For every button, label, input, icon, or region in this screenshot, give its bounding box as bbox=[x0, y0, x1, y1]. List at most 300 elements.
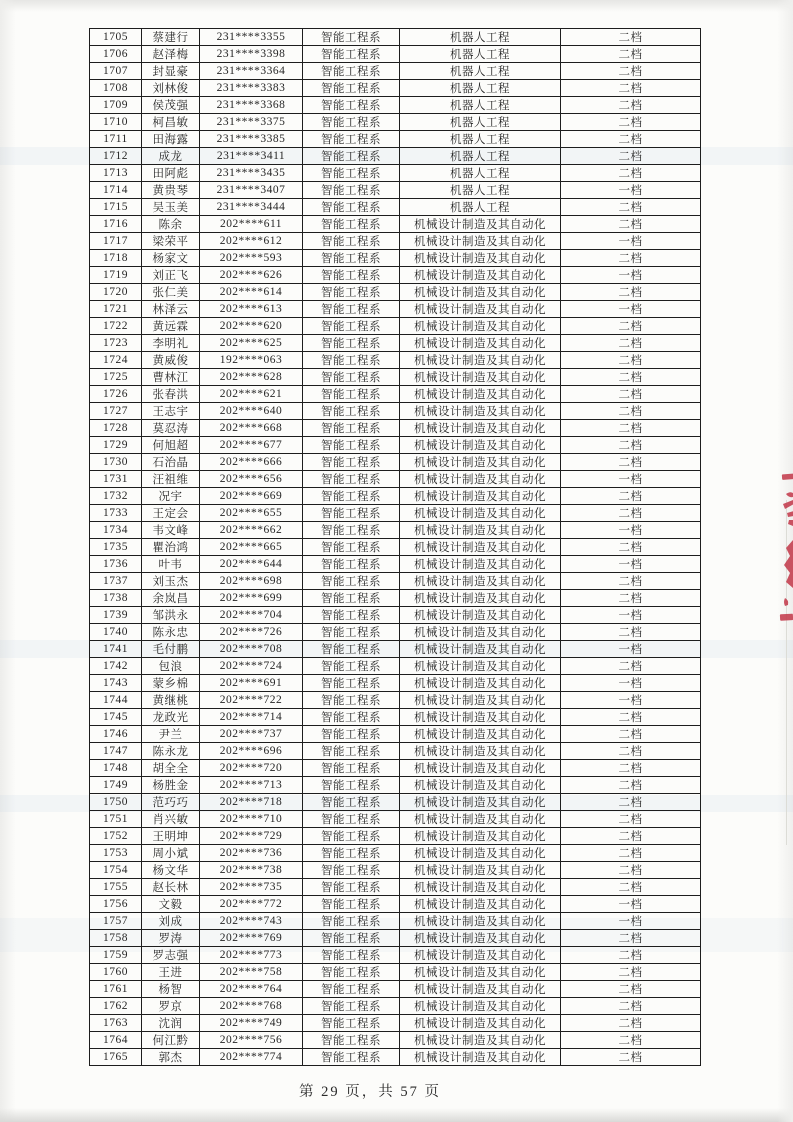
cell-student-id: 231****3355 bbox=[200, 29, 303, 46]
cell-tier: 一档 bbox=[561, 913, 701, 930]
cell-name: 罗涛 bbox=[142, 930, 200, 947]
cell-department: 智能工程系 bbox=[303, 148, 400, 165]
page-fold-line bbox=[786, 500, 787, 845]
cell-name: 石治晶 bbox=[142, 454, 200, 471]
cell-department: 智能工程系 bbox=[303, 777, 400, 794]
cell-department: 智能工程系 bbox=[303, 573, 400, 590]
cell-major: 机械设计制造及其自动化 bbox=[400, 709, 561, 726]
cell-student-id: 202****699 bbox=[200, 590, 303, 607]
cell-tier: 二档 bbox=[561, 199, 701, 216]
cell-student-id: 231****3398 bbox=[200, 46, 303, 63]
cell-major: 机械设计制造及其自动化 bbox=[400, 760, 561, 777]
cell-major: 机械设计制造及其自动化 bbox=[400, 1015, 561, 1032]
cell-tier: 二档 bbox=[561, 63, 701, 80]
cell-tier: 二档 bbox=[561, 930, 701, 947]
cell-major: 机械设计制造及其自动化 bbox=[400, 777, 561, 794]
table-row bbox=[90, 811, 701, 828]
cell-student-id: 231****3435 bbox=[200, 165, 303, 182]
table-row bbox=[90, 233, 701, 250]
cell-department: 智能工程系 bbox=[303, 930, 400, 947]
cell-tier: 二档 bbox=[561, 46, 701, 63]
cell-name: 赵泽梅 bbox=[142, 46, 200, 63]
cell-department: 智能工程系 bbox=[303, 437, 400, 454]
cell-department: 智能工程系 bbox=[303, 318, 400, 335]
cell-serial: 1738 bbox=[90, 590, 142, 607]
table-row bbox=[90, 216, 701, 233]
cell-student-id: 202****764 bbox=[200, 981, 303, 998]
cell-major: 机械设计制造及其自动化 bbox=[400, 471, 561, 488]
cell-tier: 二档 bbox=[561, 131, 701, 148]
cell-name: 罗京 bbox=[142, 998, 200, 1015]
cell-name: 刘成 bbox=[142, 913, 200, 930]
table-row bbox=[90, 624, 701, 641]
cell-major: 机械设计制造及其自动化 bbox=[400, 216, 561, 233]
cell-name: 田阿彪 bbox=[142, 165, 200, 182]
cell-tier: 一档 bbox=[561, 522, 701, 539]
cell-major: 机械设计制造及其自动化 bbox=[400, 981, 561, 998]
cell-student-id: 202****726 bbox=[200, 624, 303, 641]
cell-department: 智能工程系 bbox=[303, 726, 400, 743]
cell-department: 智能工程系 bbox=[303, 998, 400, 1015]
cell-tier: 二档 bbox=[561, 998, 701, 1015]
table-row bbox=[90, 386, 701, 403]
cell-major: 机械设计制造及其自动化 bbox=[400, 1032, 561, 1049]
cell-tier: 二档 bbox=[561, 760, 701, 777]
cell-major: 机器人工程 bbox=[400, 46, 561, 63]
cell-serial: 1753 bbox=[90, 845, 142, 862]
cell-serial: 1706 bbox=[90, 46, 142, 63]
cell-serial: 1746 bbox=[90, 726, 142, 743]
cell-name: 胡全全 bbox=[142, 760, 200, 777]
cell-serial: 1755 bbox=[90, 879, 142, 896]
cell-name: 陈永忠 bbox=[142, 624, 200, 641]
cell-serial: 1744 bbox=[90, 692, 142, 709]
cell-department: 智能工程系 bbox=[303, 862, 400, 879]
cell-student-id: 202****708 bbox=[200, 641, 303, 658]
cell-department: 智能工程系 bbox=[303, 522, 400, 539]
page-edge-shadow-bottom bbox=[0, 1108, 793, 1122]
cell-student-id: 202****720 bbox=[200, 760, 303, 777]
cell-serial: 1726 bbox=[90, 386, 142, 403]
cell-serial: 1713 bbox=[90, 165, 142, 182]
table-row bbox=[90, 131, 701, 148]
table-row bbox=[90, 607, 701, 624]
cell-name: 吴玉美 bbox=[142, 199, 200, 216]
cell-student-id: 202****668 bbox=[200, 420, 303, 437]
cell-student-id: 202****620 bbox=[200, 318, 303, 335]
page-edge-shadow-left bbox=[0, 0, 16, 1122]
cell-student-id: 202****718 bbox=[200, 794, 303, 811]
cell-major: 机械设计制造及其自动化 bbox=[400, 437, 561, 454]
table-row bbox=[90, 573, 701, 590]
cell-department: 智能工程系 bbox=[303, 641, 400, 658]
table-row bbox=[90, 964, 701, 981]
cell-tier: 二档 bbox=[561, 420, 701, 437]
table-row bbox=[90, 1049, 701, 1066]
cell-name: 刘玉杰 bbox=[142, 573, 200, 590]
cell-major: 机械设计制造及其自动化 bbox=[400, 675, 561, 692]
cell-department: 智能工程系 bbox=[303, 114, 400, 131]
cell-name: 刘正飞 bbox=[142, 267, 200, 284]
cell-major: 机械设计制造及其自动化 bbox=[400, 318, 561, 335]
cell-department: 智能工程系 bbox=[303, 471, 400, 488]
cell-tier: 二档 bbox=[561, 1049, 701, 1066]
cell-name: 王志宇 bbox=[142, 403, 200, 420]
cell-tier: 二档 bbox=[561, 318, 701, 335]
cell-name: 黄继桃 bbox=[142, 692, 200, 709]
cell-tier: 二档 bbox=[561, 165, 701, 182]
table-row bbox=[90, 267, 701, 284]
cell-department: 智能工程系 bbox=[303, 216, 400, 233]
cell-major: 机械设计制造及其自动化 bbox=[400, 233, 561, 250]
cell-student-id: 202****743 bbox=[200, 913, 303, 930]
cell-tier: 一档 bbox=[561, 675, 701, 692]
table-row bbox=[90, 539, 701, 556]
table-row bbox=[90, 862, 701, 879]
cell-department: 智能工程系 bbox=[303, 420, 400, 437]
cell-serial: 1742 bbox=[90, 658, 142, 675]
cell-student-id: 202****655 bbox=[200, 505, 303, 522]
cell-student-id: 231****3385 bbox=[200, 131, 303, 148]
cell-tier: 二档 bbox=[561, 743, 701, 760]
cell-serial: 1729 bbox=[90, 437, 142, 454]
cell-tier: 二档 bbox=[561, 216, 701, 233]
cell-name: 包浪 bbox=[142, 658, 200, 675]
cell-serial: 1754 bbox=[90, 862, 142, 879]
cell-student-id: 202****729 bbox=[200, 828, 303, 845]
page-edge-shadow-top bbox=[0, 0, 793, 12]
cell-name: 赵长林 bbox=[142, 879, 200, 896]
cell-department: 智能工程系 bbox=[303, 131, 400, 148]
cell-major: 机械设计制造及其自动化 bbox=[400, 845, 561, 862]
cell-department: 智能工程系 bbox=[303, 165, 400, 182]
cell-department: 智能工程系 bbox=[303, 46, 400, 63]
table-row bbox=[90, 726, 701, 743]
table-row bbox=[90, 420, 701, 437]
cell-tier: 二档 bbox=[561, 284, 701, 301]
cell-name: 侯茂强 bbox=[142, 97, 200, 114]
cell-student-id: 202****656 bbox=[200, 471, 303, 488]
cell-name: 蒙乡棉 bbox=[142, 675, 200, 692]
cell-serial: 1710 bbox=[90, 114, 142, 131]
cell-tier: 一档 bbox=[561, 233, 701, 250]
cell-student-id: 202****773 bbox=[200, 947, 303, 964]
cell-student-id: 231****3411 bbox=[200, 148, 303, 165]
table-row bbox=[90, 318, 701, 335]
cell-department: 智能工程系 bbox=[303, 539, 400, 556]
cell-student-id: 202****724 bbox=[200, 658, 303, 675]
cell-serial: 1740 bbox=[90, 624, 142, 641]
cell-tier: 一档 bbox=[561, 267, 701, 284]
cell-serial: 1747 bbox=[90, 743, 142, 760]
cell-name: 蔡建行 bbox=[142, 29, 200, 46]
cell-student-id: 202****704 bbox=[200, 607, 303, 624]
table-row bbox=[90, 29, 701, 46]
cell-major: 机械设计制造及其自动化 bbox=[400, 879, 561, 896]
cell-student-id: 202****669 bbox=[200, 488, 303, 505]
cell-tier: 一档 bbox=[561, 182, 701, 199]
cell-student-id: 202****640 bbox=[200, 403, 303, 420]
cell-student-id: 202****666 bbox=[200, 454, 303, 471]
cell-major: 机器人工程 bbox=[400, 199, 561, 216]
cell-serial: 1748 bbox=[90, 760, 142, 777]
cell-tier: 一档 bbox=[561, 641, 701, 658]
cell-department: 智能工程系 bbox=[303, 403, 400, 420]
table-row bbox=[90, 556, 701, 573]
cell-department: 智能工程系 bbox=[303, 624, 400, 641]
cell-department: 智能工程系 bbox=[303, 488, 400, 505]
cell-student-id: 202****756 bbox=[200, 1032, 303, 1049]
table-row bbox=[90, 471, 701, 488]
cell-name: 韦文峰 bbox=[142, 522, 200, 539]
cell-name: 杨智 bbox=[142, 981, 200, 998]
cell-student-id: 202****612 bbox=[200, 233, 303, 250]
cell-major: 机械设计制造及其自动化 bbox=[400, 607, 561, 624]
cell-tier: 二档 bbox=[561, 97, 701, 114]
table-row bbox=[90, 1032, 701, 1049]
table-row bbox=[90, 46, 701, 63]
page-number-footer: 第 29 页，共 57 页 bbox=[299, 1084, 441, 1100]
table-row bbox=[90, 913, 701, 930]
cell-serial: 1752 bbox=[90, 828, 142, 845]
cell-serial: 1762 bbox=[90, 998, 142, 1015]
cell-major: 机械设计制造及其自动化 bbox=[400, 454, 561, 471]
table-row bbox=[90, 709, 701, 726]
cell-serial: 1721 bbox=[90, 301, 142, 318]
cell-department: 智能工程系 bbox=[303, 29, 400, 46]
cell-tier: 二档 bbox=[561, 879, 701, 896]
cell-serial: 1724 bbox=[90, 352, 142, 369]
cell-name: 曹林江 bbox=[142, 369, 200, 386]
cell-name: 王定会 bbox=[142, 505, 200, 522]
table-row bbox=[90, 335, 701, 352]
cell-serial: 1711 bbox=[90, 131, 142, 148]
cell-name: 龙政光 bbox=[142, 709, 200, 726]
cell-tier: 二档 bbox=[561, 505, 701, 522]
cell-serial: 1761 bbox=[90, 981, 142, 998]
cell-major: 机械设计制造及其自动化 bbox=[400, 284, 561, 301]
table-row bbox=[90, 675, 701, 692]
cell-tier: 二档 bbox=[561, 250, 701, 267]
cell-major: 机器人工程 bbox=[400, 114, 561, 131]
cell-serial: 1743 bbox=[90, 675, 142, 692]
table-row bbox=[90, 454, 701, 471]
cell-tier: 二档 bbox=[561, 947, 701, 964]
cell-major: 机械设计制造及其自动化 bbox=[400, 590, 561, 607]
cell-student-id: 202****774 bbox=[200, 1049, 303, 1066]
cell-tier: 二档 bbox=[561, 369, 701, 386]
table-row bbox=[90, 879, 701, 896]
cell-serial: 1763 bbox=[90, 1015, 142, 1032]
cell-name: 毛付鹏 bbox=[142, 641, 200, 658]
cell-major: 机械设计制造及其自动化 bbox=[400, 352, 561, 369]
table-row bbox=[90, 369, 701, 386]
cell-department: 智能工程系 bbox=[303, 250, 400, 267]
cell-major: 机械设计制造及其自动化 bbox=[400, 1049, 561, 1066]
cell-major: 机器人工程 bbox=[400, 148, 561, 165]
cell-student-id: 202****722 bbox=[200, 692, 303, 709]
cell-name: 黄贵琴 bbox=[142, 182, 200, 199]
cell-major: 机器人工程 bbox=[400, 29, 561, 46]
cell-tier: 二档 bbox=[561, 29, 701, 46]
cell-tier: 二档 bbox=[561, 658, 701, 675]
cell-student-id: 202****738 bbox=[200, 862, 303, 879]
cell-serial: 1737 bbox=[90, 573, 142, 590]
cell-tier: 一档 bbox=[561, 896, 701, 913]
cell-department: 智能工程系 bbox=[303, 80, 400, 97]
cell-department: 智能工程系 bbox=[303, 896, 400, 913]
cell-department: 智能工程系 bbox=[303, 828, 400, 845]
table-row bbox=[90, 777, 701, 794]
cell-student-id: 202****614 bbox=[200, 284, 303, 301]
cell-department: 智能工程系 bbox=[303, 233, 400, 250]
cell-department: 智能工程系 bbox=[303, 658, 400, 675]
table-row bbox=[90, 947, 701, 964]
cell-student-id: 202****735 bbox=[200, 879, 303, 896]
cell-name: 陈余 bbox=[142, 216, 200, 233]
cell-serial: 1715 bbox=[90, 199, 142, 216]
cell-tier: 二档 bbox=[561, 862, 701, 879]
cell-serial: 1735 bbox=[90, 539, 142, 556]
cell-department: 智能工程系 bbox=[303, 63, 400, 80]
cell-serial: 1764 bbox=[90, 1032, 142, 1049]
cell-tier: 二档 bbox=[561, 794, 701, 811]
cell-major: 机械设计制造及其自动化 bbox=[400, 573, 561, 590]
cell-tier: 一档 bbox=[561, 692, 701, 709]
cell-serial: 1734 bbox=[90, 522, 142, 539]
cell-department: 智能工程系 bbox=[303, 760, 400, 777]
cell-name: 况宇 bbox=[142, 488, 200, 505]
cell-tier: 一档 bbox=[561, 607, 701, 624]
cell-serial: 1739 bbox=[90, 607, 142, 624]
cell-name: 邹洪永 bbox=[142, 607, 200, 624]
table-row bbox=[90, 658, 701, 675]
cell-name: 张仁美 bbox=[142, 284, 200, 301]
cell-major: 机械设计制造及其自动化 bbox=[400, 624, 561, 641]
cell-name: 李明礼 bbox=[142, 335, 200, 352]
cell-name: 田海露 bbox=[142, 131, 200, 148]
cell-name: 汪祖维 bbox=[142, 471, 200, 488]
cell-department: 智能工程系 bbox=[303, 369, 400, 386]
cell-student-id: 231****3407 bbox=[200, 182, 303, 199]
cell-department: 智能工程系 bbox=[303, 1015, 400, 1032]
student-roster-table bbox=[89, 28, 701, 1066]
cell-department: 智能工程系 bbox=[303, 301, 400, 318]
cell-department: 智能工程系 bbox=[303, 794, 400, 811]
table-row bbox=[90, 80, 701, 97]
cell-department: 智能工程系 bbox=[303, 590, 400, 607]
cell-name: 罗志强 bbox=[142, 947, 200, 964]
cell-student-id: 202****710 bbox=[200, 811, 303, 828]
cell-name: 沈润 bbox=[142, 1015, 200, 1032]
cell-major: 机械设计制造及其自动化 bbox=[400, 964, 561, 981]
table-row bbox=[90, 97, 701, 114]
cell-student-id: 202****644 bbox=[200, 556, 303, 573]
cell-tier: 二档 bbox=[561, 148, 701, 165]
cell-major: 机械设计制造及其自动化 bbox=[400, 250, 561, 267]
table-row bbox=[90, 760, 701, 777]
cell-serial: 1709 bbox=[90, 97, 142, 114]
table-row bbox=[90, 522, 701, 539]
cell-serial: 1719 bbox=[90, 267, 142, 284]
cell-name: 范巧巧 bbox=[142, 794, 200, 811]
cell-department: 智能工程系 bbox=[303, 913, 400, 930]
table-row bbox=[90, 641, 701, 658]
cell-name: 黄威俊 bbox=[142, 352, 200, 369]
table-row bbox=[90, 896, 701, 913]
cell-student-id: 231****3444 bbox=[200, 199, 303, 216]
cell-student-id: 202****691 bbox=[200, 675, 303, 692]
cell-name: 郭杰 bbox=[142, 1049, 200, 1066]
cell-student-id: 202****772 bbox=[200, 896, 303, 913]
table-row bbox=[90, 1015, 701, 1032]
cell-tier: 二档 bbox=[561, 403, 701, 420]
cell-name: 瞿治鸿 bbox=[142, 539, 200, 556]
cell-major: 机器人工程 bbox=[400, 63, 561, 80]
cell-serial: 1725 bbox=[90, 369, 142, 386]
cell-major: 机械设计制造及其自动化 bbox=[400, 692, 561, 709]
cell-major: 机械设计制造及其自动化 bbox=[400, 539, 561, 556]
cell-major: 机械设计制造及其自动化 bbox=[400, 794, 561, 811]
cell-student-id: 202****769 bbox=[200, 930, 303, 947]
cell-serial: 1750 bbox=[90, 794, 142, 811]
table-row bbox=[90, 743, 701, 760]
cell-student-id: 202****696 bbox=[200, 743, 303, 760]
cell-department: 智能工程系 bbox=[303, 879, 400, 896]
cell-major: 机械设计制造及其自动化 bbox=[400, 828, 561, 845]
cell-name: 杨文华 bbox=[142, 862, 200, 879]
cell-major: 机械设计制造及其自动化 bbox=[400, 522, 561, 539]
cell-serial: 1736 bbox=[90, 556, 142, 573]
cell-serial: 1741 bbox=[90, 641, 142, 658]
cell-name: 莫忍涛 bbox=[142, 420, 200, 437]
cell-tier: 二档 bbox=[561, 488, 701, 505]
cell-serial: 1756 bbox=[90, 896, 142, 913]
table-row bbox=[90, 488, 701, 505]
cell-tier: 二档 bbox=[561, 726, 701, 743]
cell-name: 何旭超 bbox=[142, 437, 200, 454]
cell-major: 机械设计制造及其自动化 bbox=[400, 862, 561, 879]
table-row bbox=[90, 301, 701, 318]
cell-tier: 二档 bbox=[561, 845, 701, 862]
cell-student-id: 231****3368 bbox=[200, 97, 303, 114]
cell-tier: 二档 bbox=[561, 335, 701, 352]
cell-major: 机器人工程 bbox=[400, 182, 561, 199]
cell-major: 机械设计制造及其自动化 bbox=[400, 998, 561, 1015]
cell-serial: 1757 bbox=[90, 913, 142, 930]
cell-serial: 1749 bbox=[90, 777, 142, 794]
table-row bbox=[90, 284, 701, 301]
cell-student-id: 202****625 bbox=[200, 335, 303, 352]
cell-serial: 1705 bbox=[90, 29, 142, 46]
cell-name: 林泽云 bbox=[142, 301, 200, 318]
cell-department: 智能工程系 bbox=[303, 743, 400, 760]
cell-department: 智能工程系 bbox=[303, 335, 400, 352]
cell-department: 智能工程系 bbox=[303, 981, 400, 998]
cell-name: 柯昌敏 bbox=[142, 114, 200, 131]
cell-tier: 二档 bbox=[561, 114, 701, 131]
table-row bbox=[90, 505, 701, 522]
cell-department: 智能工程系 bbox=[303, 1049, 400, 1066]
cell-tier: 二档 bbox=[561, 437, 701, 454]
cell-major: 机械设计制造及其自动化 bbox=[400, 369, 561, 386]
cell-tier: 二档 bbox=[561, 828, 701, 845]
cell-name: 余岚昌 bbox=[142, 590, 200, 607]
cell-tier: 一档 bbox=[561, 471, 701, 488]
cell-name: 周小斌 bbox=[142, 845, 200, 862]
cell-student-id: 202****665 bbox=[200, 539, 303, 556]
cell-major: 机械设计制造及其自动化 bbox=[400, 811, 561, 828]
